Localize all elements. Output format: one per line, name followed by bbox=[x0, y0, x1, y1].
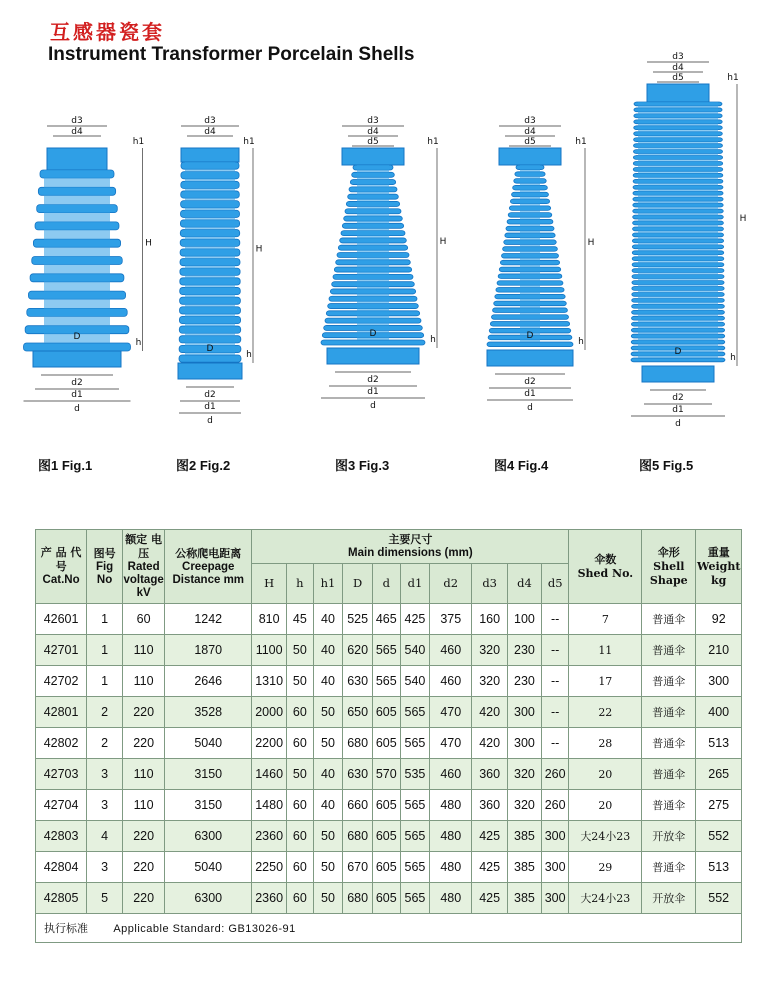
figure-1-shed bbox=[24, 343, 131, 351]
figure-1-label-d1: d1 bbox=[71, 390, 83, 400]
table-cell: 680 bbox=[343, 728, 373, 759]
table-cell: 810 bbox=[252, 604, 287, 635]
figure-5-label-h: h bbox=[730, 353, 736, 363]
page-title-en: Instrument Transformer Porcelain Shells bbox=[48, 44, 415, 65]
figure-3-label-d: d bbox=[370, 401, 376, 411]
table-cell: 480 bbox=[430, 790, 472, 821]
table-cell: 630 bbox=[343, 759, 373, 790]
figure-3-label-H: H bbox=[439, 237, 447, 247]
table-cell: 6300 bbox=[165, 821, 252, 852]
table-cell: 605 bbox=[372, 790, 400, 821]
figure-3-label-d3: d3 bbox=[367, 116, 379, 126]
table-cell: 1310 bbox=[252, 666, 287, 697]
table-cell: 480 bbox=[430, 852, 472, 883]
figure-3-label-h1: h1 bbox=[427, 137, 439, 147]
table-cell: 大24小23 bbox=[569, 883, 642, 914]
figure-3-core bbox=[357, 165, 389, 340]
figure-4-label-d5: d5 bbox=[524, 137, 536, 147]
table-cell: 360 bbox=[472, 790, 508, 821]
figure-3-label: 图3 Fig.3 bbox=[335, 458, 390, 473]
table-cell: 220 bbox=[123, 883, 165, 914]
table-cell: 6300 bbox=[165, 883, 252, 914]
figure-2-label-h: h bbox=[246, 350, 252, 360]
figure-5-shed bbox=[631, 358, 725, 362]
figure-3-label-h: h bbox=[430, 335, 436, 345]
table-cell: 3 bbox=[87, 759, 123, 790]
table-cell: 565 bbox=[372, 635, 400, 666]
table-row bbox=[36, 666, 742, 697]
figure-2-label-h1: h1 bbox=[243, 137, 255, 147]
table-cell: 605 bbox=[372, 728, 400, 759]
figure-2-shed bbox=[179, 355, 241, 362]
table-cell: 480 bbox=[430, 821, 472, 852]
figure-1-head bbox=[47, 148, 107, 170]
page-title-cn: 互感器瓷套 bbox=[50, 20, 165, 44]
table-cell: 50 bbox=[287, 635, 314, 666]
table-cell: 开放伞 bbox=[642, 883, 696, 914]
table-cell: 220 bbox=[123, 852, 165, 883]
table-cell: 160 bbox=[472, 604, 508, 635]
table-cell: 大24小23 bbox=[569, 821, 642, 852]
table-cell: 110 bbox=[123, 666, 165, 697]
table-cell: 660 bbox=[343, 790, 373, 821]
table-cell: 22 bbox=[569, 697, 642, 728]
table-cell: 320 bbox=[472, 666, 508, 697]
table-cell: 565 bbox=[400, 728, 430, 759]
figure-1-label-d4: d4 bbox=[71, 127, 83, 137]
table-cell: 470 bbox=[430, 697, 472, 728]
table-cell: 3150 bbox=[165, 759, 252, 790]
table-cell: 552 bbox=[696, 883, 742, 914]
table-cell: 425 bbox=[472, 852, 508, 883]
figure-4-label-d2: d2 bbox=[524, 377, 536, 387]
header-dim-d2: d2 bbox=[430, 564, 472, 604]
table-row bbox=[36, 883, 742, 914]
table-cell: 650 bbox=[343, 697, 373, 728]
table-cell: 42703 bbox=[36, 759, 87, 790]
table-row bbox=[36, 697, 742, 728]
table-cell: 28 bbox=[569, 728, 642, 759]
table-cell: 2250 bbox=[252, 852, 287, 883]
table-cell: 420 bbox=[472, 697, 508, 728]
figure-2-label-d3: d3 bbox=[204, 116, 216, 126]
table-cell: 300 bbox=[541, 821, 569, 852]
table-cell: 1 bbox=[87, 635, 123, 666]
header-dim-D: D bbox=[343, 564, 373, 604]
table-cell: 565 bbox=[400, 883, 430, 914]
header-dim-h: h bbox=[287, 564, 314, 604]
figure-4-label-H: H bbox=[587, 238, 595, 248]
table-row bbox=[36, 852, 742, 883]
table-cell: 1100 bbox=[252, 635, 287, 666]
figure-5-label-d4: d4 bbox=[672, 63, 684, 73]
table-cell: 680 bbox=[343, 821, 373, 852]
standard-label: 执行标准 bbox=[44, 922, 88, 935]
figure-2-label-d2: d2 bbox=[204, 390, 216, 400]
figure-drawings bbox=[0, 40, 770, 480]
table-cell: 42601 bbox=[36, 604, 87, 635]
figure-3-label-D: D bbox=[369, 329, 377, 339]
table-cell: 1 bbox=[87, 666, 123, 697]
header-fig: 图号 Fig No bbox=[87, 530, 123, 604]
table-cell: 460 bbox=[430, 635, 472, 666]
table-cell: 普通伞 bbox=[642, 759, 696, 790]
table-cell: 565 bbox=[400, 790, 430, 821]
table-cell: 360 bbox=[472, 759, 508, 790]
table-cell: 1480 bbox=[252, 790, 287, 821]
table-cell: 42805 bbox=[36, 883, 87, 914]
table-cell: 普通伞 bbox=[642, 666, 696, 697]
table-row bbox=[36, 635, 742, 666]
table-row bbox=[36, 821, 742, 852]
table-cell: 260 bbox=[541, 759, 569, 790]
table-cell: 565 bbox=[400, 697, 430, 728]
figure-2-label-D: D bbox=[206, 344, 214, 354]
table-cell: 5 bbox=[87, 883, 123, 914]
table-cell: 460 bbox=[430, 759, 472, 790]
table-cell: 3 bbox=[87, 790, 123, 821]
table-cell: 42702 bbox=[36, 666, 87, 697]
table-cell: 20 bbox=[569, 790, 642, 821]
table-cell: -- bbox=[541, 635, 569, 666]
table-cell: 1 bbox=[87, 604, 123, 635]
table-cell: 320 bbox=[508, 790, 542, 821]
table-cell: 7 bbox=[569, 604, 642, 635]
table-cell: 3528 bbox=[165, 697, 252, 728]
table-cell: 50 bbox=[287, 759, 314, 790]
table-cell: 300 bbox=[696, 666, 742, 697]
table-cell: 普通伞 bbox=[642, 852, 696, 883]
figure-3-base bbox=[327, 348, 419, 364]
table-cell: 60 bbox=[287, 852, 314, 883]
table-cell: 570 bbox=[372, 759, 400, 790]
table-cell: 60 bbox=[287, 821, 314, 852]
table-cell: 2200 bbox=[252, 728, 287, 759]
table-cell: 425 bbox=[472, 821, 508, 852]
table-cell: 260 bbox=[541, 790, 569, 821]
table-cell: 460 bbox=[430, 666, 472, 697]
table-cell: 110 bbox=[123, 759, 165, 790]
table-cell: 540 bbox=[400, 635, 430, 666]
figure-1-label-d2: d2 bbox=[71, 378, 83, 388]
table-cell: 535 bbox=[400, 759, 430, 790]
table-footer bbox=[36, 914, 742, 943]
table-cell: 100 bbox=[508, 604, 542, 635]
table-cell: 552 bbox=[696, 821, 742, 852]
header-shed: 伞数 Shed No. bbox=[569, 530, 642, 604]
header-main-dimensions: 主要尺寸 Main dimensions (mm) bbox=[252, 530, 569, 564]
table-cell: -- bbox=[541, 728, 569, 759]
header-voltage: 额定 电压 Rated voltage kV bbox=[123, 530, 165, 604]
table-cell: 2000 bbox=[252, 697, 287, 728]
figure-3-shed bbox=[321, 340, 425, 345]
table-cell: 605 bbox=[372, 821, 400, 852]
table-cell: 2360 bbox=[252, 821, 287, 852]
figure-2-label-d1: d1 bbox=[204, 402, 216, 412]
table-cell: 40 bbox=[313, 666, 343, 697]
table-cell: 1460 bbox=[252, 759, 287, 790]
figure-2-head bbox=[181, 148, 239, 162]
table-cell: 4 bbox=[87, 821, 123, 852]
table-cell: 50 bbox=[313, 697, 343, 728]
figure-1-label-D: D bbox=[73, 332, 81, 342]
figure-4-head bbox=[499, 148, 561, 165]
header-dim-d3: d3 bbox=[472, 564, 508, 604]
table-cell: 565 bbox=[372, 666, 400, 697]
figure-1-label-d: d bbox=[74, 404, 80, 414]
table-cell: 400 bbox=[696, 697, 742, 728]
table-cell: 42801 bbox=[36, 697, 87, 728]
table-cell: 320 bbox=[508, 759, 542, 790]
figure-5-label-H: H bbox=[739, 214, 747, 224]
table-cell: 230 bbox=[508, 666, 542, 697]
header-dim-H: H bbox=[252, 564, 287, 604]
figure-3-label-d2: d2 bbox=[367, 375, 379, 385]
header-dim-d1: d1 bbox=[400, 564, 430, 604]
table-cell: 565 bbox=[400, 821, 430, 852]
table-cell: 50 bbox=[313, 728, 343, 759]
figure-4-shed bbox=[487, 342, 573, 347]
figure-2-label-d: d bbox=[207, 416, 213, 426]
table-cell: 465 bbox=[372, 604, 400, 635]
table-cell: 605 bbox=[372, 883, 400, 914]
figure-4-label-h: h bbox=[578, 337, 584, 347]
table-cell: -- bbox=[541, 604, 569, 635]
figure-5-head bbox=[647, 84, 709, 102]
figure-1-label-d3: d3 bbox=[71, 116, 83, 126]
header-dim-d: d bbox=[372, 564, 400, 604]
standard-value: Applicable Standard: GB13026-91 bbox=[113, 923, 296, 935]
table-cell: 60 bbox=[287, 883, 314, 914]
table-cell: 620 bbox=[343, 635, 373, 666]
table-cell: 1242 bbox=[165, 604, 252, 635]
table-row bbox=[36, 790, 742, 821]
header-dim-h1: h1 bbox=[313, 564, 343, 604]
figure-4-base bbox=[487, 350, 573, 366]
header-cat: 产 品 代 号 Cat.No bbox=[36, 530, 87, 604]
table-cell: 普通伞 bbox=[642, 697, 696, 728]
table-cell: 40 bbox=[313, 759, 343, 790]
figure-5-label-D: D bbox=[674, 347, 682, 357]
table-cell: 60 bbox=[123, 604, 165, 635]
figure-4-label-D: D bbox=[526, 331, 534, 341]
table-cell: 开放伞 bbox=[642, 821, 696, 852]
table-cell: 60 bbox=[287, 790, 314, 821]
figure-1-label: 图1 Fig.1 bbox=[38, 458, 93, 473]
figure-5-label-d1: d1 bbox=[672, 405, 684, 415]
figure-2-label: 图2 Fig.2 bbox=[176, 458, 231, 473]
table-cell: 普通伞 bbox=[642, 790, 696, 821]
table-cell: 5040 bbox=[165, 728, 252, 759]
figure-3-label-d5: d5 bbox=[367, 137, 379, 147]
figure-5-label-d: d bbox=[675, 419, 681, 429]
header-creepage: 公称爬电距离 Creepage Distance mm bbox=[165, 530, 252, 604]
table-cell: 2 bbox=[87, 697, 123, 728]
header-dim-d5: d5 bbox=[541, 564, 569, 604]
table-cell: 40 bbox=[313, 790, 343, 821]
table-cell: 525 bbox=[343, 604, 373, 635]
figure-5-label-h1: h1 bbox=[727, 73, 739, 83]
table-cell: 670 bbox=[343, 852, 373, 883]
table-cell: 42802 bbox=[36, 728, 87, 759]
table-cell: 385 bbox=[508, 883, 542, 914]
header-weight: 重量 Weight kg bbox=[696, 530, 742, 604]
table-cell: 3150 bbox=[165, 790, 252, 821]
table-cell: 110 bbox=[123, 635, 165, 666]
figure-5-label-d2: d2 bbox=[672, 393, 684, 403]
figure-4-core bbox=[520, 165, 540, 342]
table-cell: 11 bbox=[569, 635, 642, 666]
table-cell: 230 bbox=[508, 635, 542, 666]
table-cell: 17 bbox=[569, 666, 642, 697]
table-cell: 42701 bbox=[36, 635, 87, 666]
table-cell: 2360 bbox=[252, 883, 287, 914]
table-cell: 50 bbox=[313, 821, 343, 852]
table-cell: 265 bbox=[696, 759, 742, 790]
table-cell: 29 bbox=[569, 852, 642, 883]
table-cell: 40 bbox=[313, 635, 343, 666]
table-cell: -- bbox=[541, 666, 569, 697]
table-cell: 40 bbox=[313, 604, 343, 635]
figure-4-label-d1: d1 bbox=[524, 389, 536, 399]
figure-5-label-d3: d3 bbox=[672, 52, 684, 62]
table-cell: 470 bbox=[430, 728, 472, 759]
table-cell: 385 bbox=[508, 821, 542, 852]
table-cell: 42804 bbox=[36, 852, 87, 883]
table-cell: 220 bbox=[123, 821, 165, 852]
figure-5-core bbox=[638, 102, 718, 358]
table-cell: 92 bbox=[696, 604, 742, 635]
figure-1-label-h: h bbox=[135, 338, 142, 348]
figure-4-label-h1: h1 bbox=[575, 137, 587, 147]
table-cell: 540 bbox=[400, 666, 430, 697]
figure-1-core bbox=[44, 170, 110, 343]
table-cell: -- bbox=[541, 697, 569, 728]
table-row bbox=[36, 604, 742, 635]
table-row bbox=[36, 759, 742, 790]
table-cell: 425 bbox=[472, 883, 508, 914]
table-cell: 2 bbox=[87, 728, 123, 759]
table-cell: 5040 bbox=[165, 852, 252, 883]
table-cell: 513 bbox=[696, 728, 742, 759]
figure-2-label-d4: d4 bbox=[204, 127, 216, 137]
table-cell: 50 bbox=[313, 883, 343, 914]
table-cell: 42803 bbox=[36, 821, 87, 852]
table-cell: 300 bbox=[541, 883, 569, 914]
table-cell: 210 bbox=[696, 635, 742, 666]
figure-3-head bbox=[342, 148, 404, 165]
table-cell: 300 bbox=[541, 852, 569, 883]
table-cell: 680 bbox=[343, 883, 373, 914]
figure-5-label-d5: d5 bbox=[672, 73, 684, 83]
header-shape: 伞形 Shell Shape bbox=[642, 530, 696, 604]
table-cell: 50 bbox=[313, 852, 343, 883]
table-cell: 605 bbox=[372, 697, 400, 728]
figure-2-base bbox=[178, 363, 242, 379]
table-cell: 480 bbox=[430, 883, 472, 914]
figure-3-label-d1: d1 bbox=[367, 387, 379, 397]
table-cell: 42704 bbox=[36, 790, 87, 821]
table-cell: 普通伞 bbox=[642, 728, 696, 759]
spec-table bbox=[35, 529, 742, 943]
table-cell: 420 bbox=[472, 728, 508, 759]
figure-4-label-d4: d4 bbox=[524, 127, 536, 137]
figure-2-core bbox=[185, 162, 235, 355]
table-cell: 320 bbox=[472, 635, 508, 666]
figure-4-label-d: d bbox=[527, 403, 533, 413]
figure-1-base bbox=[33, 351, 121, 367]
figure-5-label: 图5 Fig.5 bbox=[639, 458, 694, 473]
figure-1-label-h1: h1 bbox=[132, 137, 145, 147]
table-cell: 普通伞 bbox=[642, 635, 696, 666]
figure-3-label-d4: d4 bbox=[367, 127, 379, 137]
table-cell: 45 bbox=[287, 604, 314, 635]
table-cell: 2646 bbox=[165, 666, 252, 697]
table-cell: 275 bbox=[696, 790, 742, 821]
figure-2-label-H: H bbox=[255, 244, 263, 255]
table-cell: 375 bbox=[430, 604, 472, 635]
table-cell: 565 bbox=[400, 852, 430, 883]
figure-5-base bbox=[642, 366, 714, 382]
header-dim-d4: d4 bbox=[508, 564, 542, 604]
table-cell: 300 bbox=[508, 728, 542, 759]
figure-4-label-d3: d3 bbox=[524, 116, 536, 126]
table-cell: 425 bbox=[400, 604, 430, 635]
table-cell: 1870 bbox=[165, 635, 252, 666]
table-cell: 20 bbox=[569, 759, 642, 790]
table-cell: 300 bbox=[508, 697, 542, 728]
table-row bbox=[36, 728, 742, 759]
table-cell: 605 bbox=[372, 852, 400, 883]
table-cell: 普通伞 bbox=[642, 604, 696, 635]
table-cell: 220 bbox=[123, 728, 165, 759]
table-cell: 513 bbox=[696, 852, 742, 883]
table-cell: 220 bbox=[123, 697, 165, 728]
table-cell: 385 bbox=[508, 852, 542, 883]
figure-1-label-H: H bbox=[145, 238, 152, 249]
table-cell: 50 bbox=[287, 666, 314, 697]
table-cell: 3 bbox=[87, 852, 123, 883]
table-cell: 110 bbox=[123, 790, 165, 821]
table-cell: 630 bbox=[343, 666, 373, 697]
table-cell: 60 bbox=[287, 697, 314, 728]
figure-4-label: 图4 Fig.4 bbox=[494, 458, 549, 473]
table-cell: 60 bbox=[287, 728, 314, 759]
